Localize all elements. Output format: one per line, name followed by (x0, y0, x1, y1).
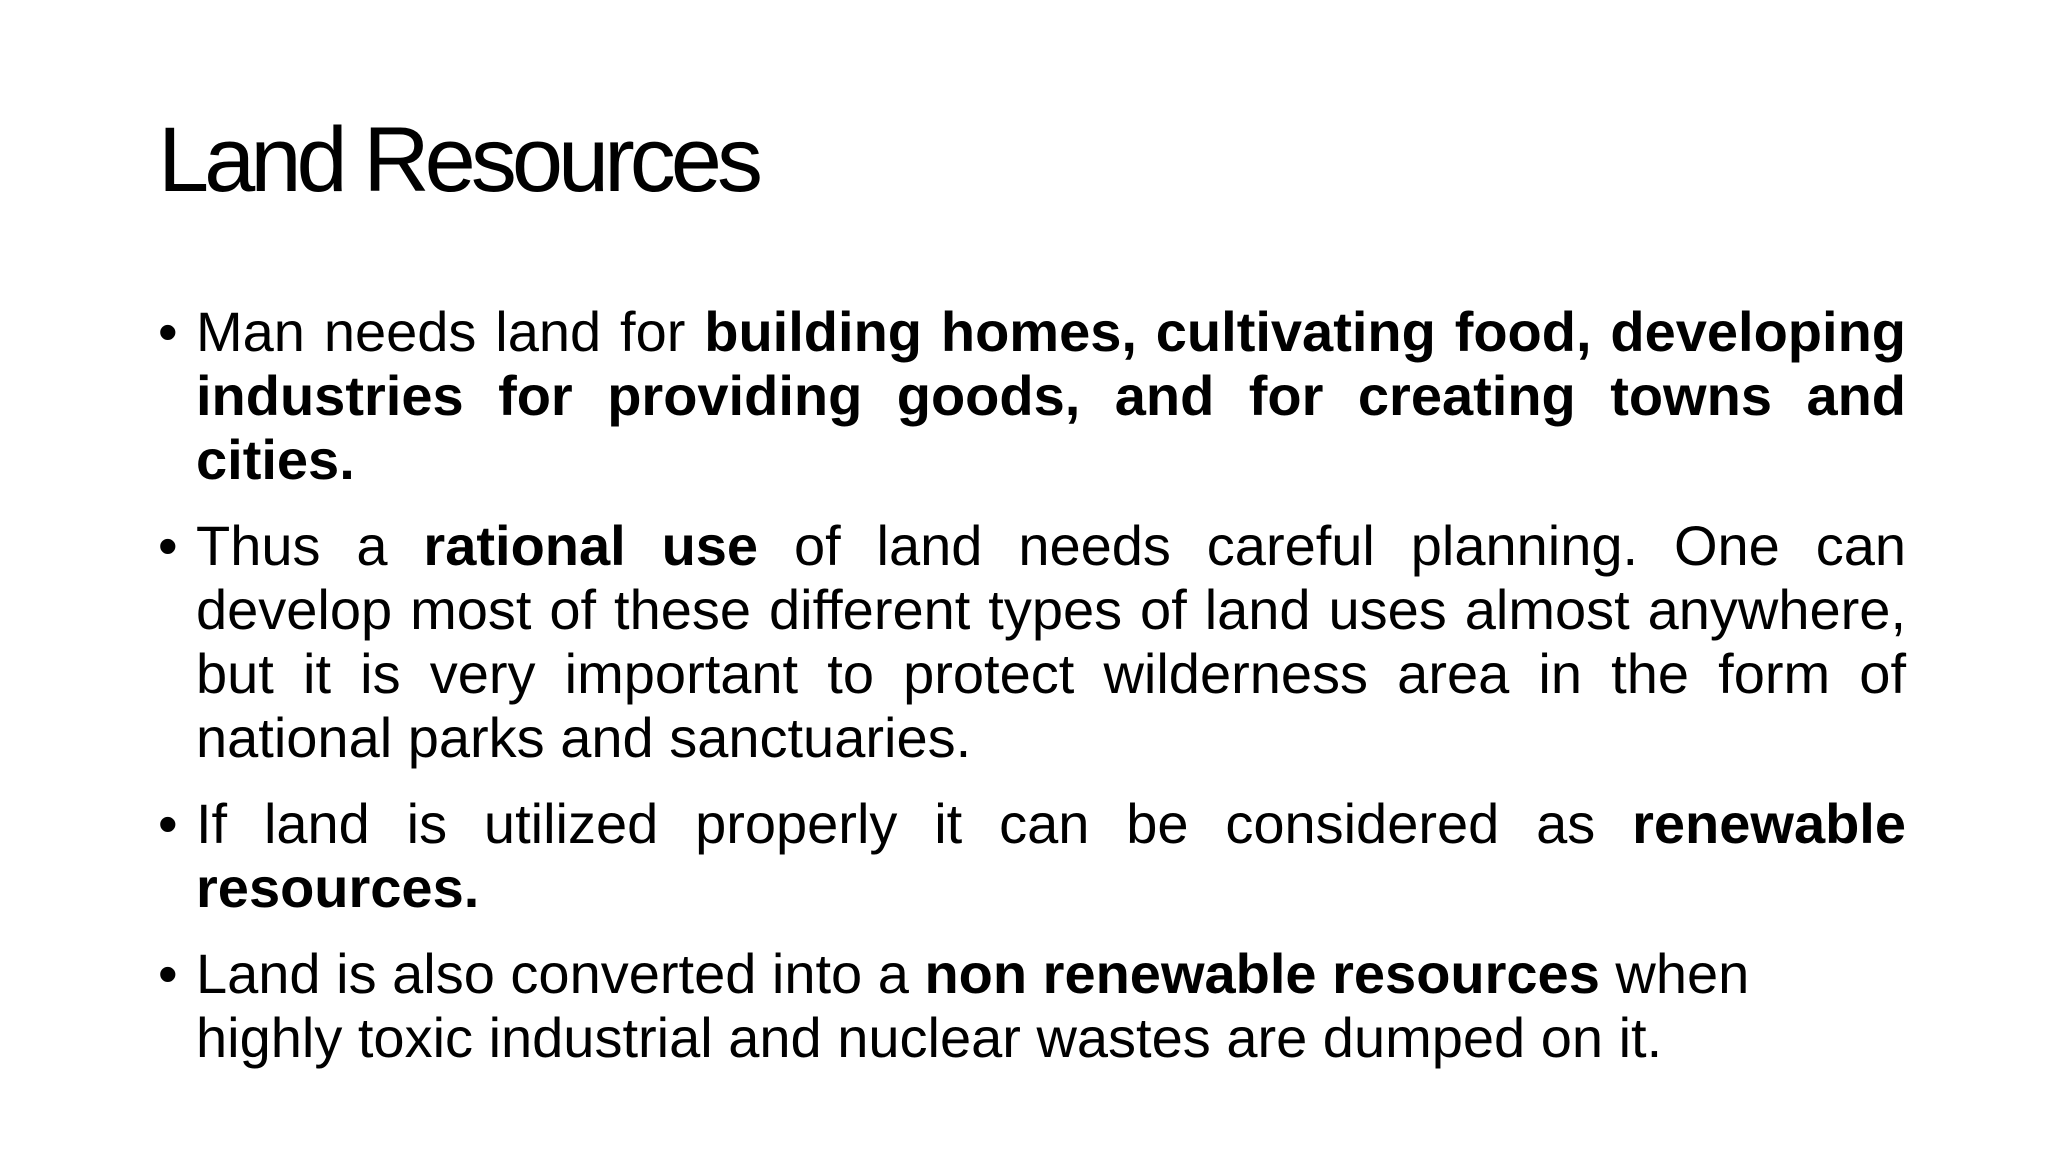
bullet-3-text-1: If land is utilized properly it can be considered as (196, 792, 1633, 855)
bullet-4-text-3: when highly toxic industrial and nuclear wastes are dumped on it. (196, 942, 1750, 1069)
bullet-4-text-2: non renewable resources (924, 942, 1600, 1005)
bullet-4-text-1: Land is also converted into a (196, 942, 925, 1005)
bullet-3-text-2: renewable resources. (196, 792, 1906, 919)
bullet-2-text-1: Thus a (196, 514, 424, 577)
bullet-list (158, 300, 1906, 1092)
bullet-item-2 (158, 514, 1906, 770)
bullet-point-icon: • (158, 792, 178, 855)
bullet-point-icon: • (158, 514, 178, 577)
bullet-point-icon: • (158, 942, 178, 1005)
bullet-item-4 (158, 942, 1906, 1070)
slide-title: Land Resources (158, 109, 758, 211)
bullet-point-icon: • (158, 300, 178, 363)
bullet-item-1 (158, 300, 1906, 492)
bullet-2-text-3: of land needs careful planning. One can develop most of these different types of land uses almost anywhere, but it is very important to protect wilderness area in the form of national parks and sanctuaries. (196, 514, 1906, 769)
bullet-item-3 (158, 792, 1906, 920)
bullet-1-text-2: building homes, cultivating food, developing industries for providing goods, and for creating towns and cities. (196, 300, 1906, 491)
bullet-2-text-2: rational use (423, 514, 759, 577)
bullet-1-text-1: Man needs land for (196, 300, 705, 363)
